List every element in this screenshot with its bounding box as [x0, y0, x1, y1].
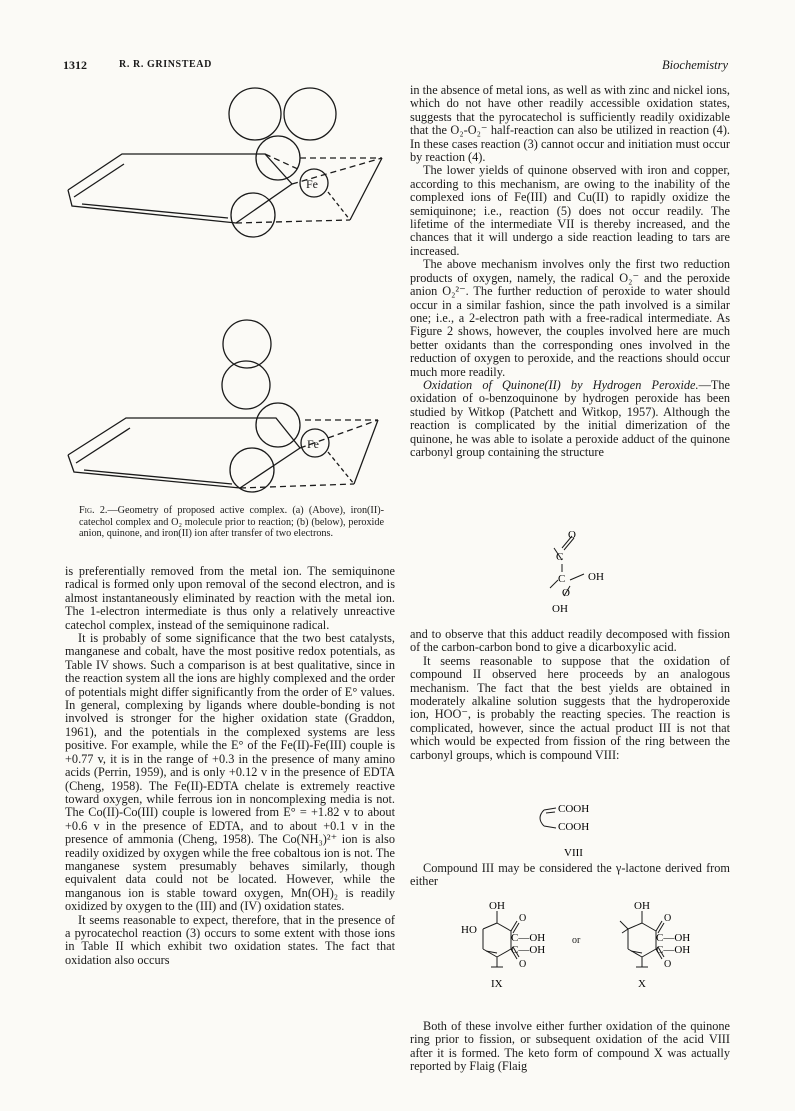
structure-x: [600, 895, 710, 995]
carboxyl-group: C—OH: [511, 944, 546, 956]
or-label: or: [572, 935, 581, 946]
atom-c: C: [558, 573, 566, 585]
right-column-bottom: [410, 1020, 730, 1074]
paragraph: is preferentially removed from the metal ion. The semiquinone radical is formed only upon removal of the second electron, and is almost instantaneously eliminated by reaction with the metal ion. The 1-electron intermediate is thus only a relatively unreactive catechol complex, instead of the semiquinone radical.: [65, 564, 395, 632]
atom-o: O: [664, 913, 672, 924]
cooh-group: COOH: [558, 821, 590, 833]
left-column: [65, 565, 395, 967]
paragraph: [410, 379, 730, 459]
running-author: R. R. GRINSTEAD: [119, 59, 212, 70]
oxygen-atom-circle: [229, 88, 281, 140]
paragraph: The above mechanism involves only the first two reduction products of oxygen, namely, the radical O₂⁻ and the peroxide anion O₂²⁻. The further reduction of peroxide to water should occur in a similar fashion, since the path involved is a similar one; i.e., a 2-electron path with a free-radical intermediate. As Figure 2 shows, however, the couples involved here are much better oxidants than the corresponding ones involved in the reduction of oxygen to peroxide, and the reactions should occur much more readily.: [410, 257, 730, 379]
carboxyl-group: C—OH: [511, 932, 546, 944]
figure-2a-diagram: [60, 80, 400, 280]
atom-c: C: [556, 551, 564, 563]
paragraph: and to observe that this adduct readily decomposed with fission of the carbon-carbon bond to give a dicarboxylic acid.: [410, 627, 730, 655]
atom-oh: OH: [552, 603, 568, 615]
paragraph: in the absence of metal ions, as well as with zinc and nickel ions, which do not have other readily accessible oxidation states, suggests that the pyrocatechol is sufficiently readily oxidizable that the O₂-O₂⁻ half-reaction can also be utilized in reaction (4). In these cases reaction (3) cannot occur and initiation must occur by reaction (4).: [410, 83, 730, 165]
structure-viii: [530, 800, 630, 860]
structure-label: VIII: [564, 847, 583, 859]
figure-caption-text: —Geometry of proposed active complex. (a) (Above), iron(II)-catechol complex and O₂ molecule prior to reaction; (b) (below), peroxide anion, quinone, and iron(II) ion after transfer of two electrons.: [79, 505, 384, 540]
iron-label-b: Fe: [307, 437, 319, 451]
atom-o: O: [519, 959, 527, 970]
oxygen-atom-circle: [284, 88, 336, 140]
atom-ho: HO: [461, 924, 477, 936]
atom-o: O: [664, 959, 672, 970]
paragraph-text: —The oxidation of o-benzoquinone by hydrogen peroxide has been studied by Witkop (Patchett and Witkop, 1957). Although the reaction is complicated by the initial dimerization of the quinone, he was able to isolate a peroxide adduct of the quinone carbonyl group containing the structure: [410, 377, 730, 459]
atom-o: O: [562, 587, 570, 599]
iron-label-a: Fe: [306, 177, 318, 191]
figure-label: Fig. 2.: [79, 505, 108, 516]
section-heading: Oxidation of Quinone(II) by Hydrogen Peroxide.: [423, 377, 699, 392]
carboxyl-group: C—OH: [656, 944, 691, 956]
structure-ix: [455, 895, 565, 995]
right-column-middle: [410, 628, 730, 762]
oxygen-atom-circle: [256, 136, 300, 180]
catechol-ring: [68, 154, 292, 223]
structure-label: IX: [491, 978, 503, 990]
paragraph: Both of these involve either further oxidation of the quinone ring prior to fission, or subsequent oxidation of the acid VIII after it is formed. The keto form of compound X was actually reported by Flaig (Flaig: [410, 1019, 730, 1074]
paragraph: It is probably of some significance that the two best catalysts, manganese and cobalt, have the most positive redox potentials, as Table IV shows. Such a comparison is at best qualitative, since in the reaction system all the ions are highly complexed and the order of potentials might differ significantly from the order of E° values. In general, complexing by ligands where double-bonding is not involved is stronger for the higher oxidation state (Graddon, 1961), and the potentials in the complexed systems are less positive. For example, while the E° of the Fe(II)-Fe(III) couple is +0.77 v, it is in the range of +0.3 in the presence of many amino acids (Perrin, 1959), and is only +0.12 v in the presence of EDTA (Cheng, 1958). The Fe(II)-EDTA chelate is extremely reactive toward oxygen, while ferrous ion in noncomplexing media is not. The Co(II)-Co(III) couple is lowered from E° = +1.82 v to about +0.6 v in the presence of EDTA, and to about +0.1 v in the presence of ammonia (Cheng, 1958). The Co(NH₃)²⁺ ion is also readily oxidized by oxygen while the free cobaltous ion is not. The manganese system presumably behaves similarly, though equivalent data could not be located. However, while the manganous ion is stable toward oxygen, Mn(OH)₂ is readily oxidized by oxygen to the (III) and (IV) oxidation states.: [65, 631, 395, 914]
figure-caption: [79, 505, 384, 540]
peroxide-adduct-structure: [540, 524, 650, 624]
page-header: [0, 58, 795, 74]
structure-label: X: [638, 978, 646, 990]
cooh-group: COOH: [558, 803, 590, 815]
atom-o: O: [519, 913, 527, 924]
atom-oh: OH: [588, 571, 604, 583]
right-column-top: [410, 84, 730, 459]
atom-oh: OH: [489, 900, 505, 912]
atom-oh: OH: [634, 900, 650, 912]
paragraph: Compound III may be considered the γ-lactone derived from either: [410, 861, 730, 889]
atom-o: O: [568, 529, 576, 541]
journal-name: Biochemistry: [662, 58, 728, 72]
figure-2b-diagram: [60, 300, 400, 510]
paragraph: It seems reasonable to expect, therefore, that in the presence of a pyrocatechol reaction (3) occurs to some extent with those ions in Table II which exhibit two oxidation states. The fact that oxidation also occurs: [65, 912, 395, 967]
carboxyl-group: C—OH: [656, 932, 691, 944]
paragraph: The lower yields of quinone observed with iron and copper, according to this mechanism, are owing to the inability of the complexed ions of Fe(III) and Cu(II) to rapidly oxidize the semiquinone; i.e., reaction (5) does not occur readily. The lifetime of the intermediate VII is thereby increased, and the chances that it will undergo a side reaction leading to tars are increased.: [410, 163, 730, 258]
paragraph: It seems reasonable to suppose that the oxidation of compound II observed here proceeds by an analogous mechanism. The fact that the best yields are obtained in moderately alkaline solution suggests that the hydroperoxide ion, HOO⁻, is probably the reacting species. The reaction is complicated, however, since the actual product III is not that which would be expected from fission of the ring between the carbonyl groups, which is compound VIII:: [410, 653, 730, 762]
page-number: 1312: [63, 58, 87, 72]
right-column-compound-iii: [410, 862, 730, 889]
oxygen-atom-circle: [231, 193, 275, 237]
